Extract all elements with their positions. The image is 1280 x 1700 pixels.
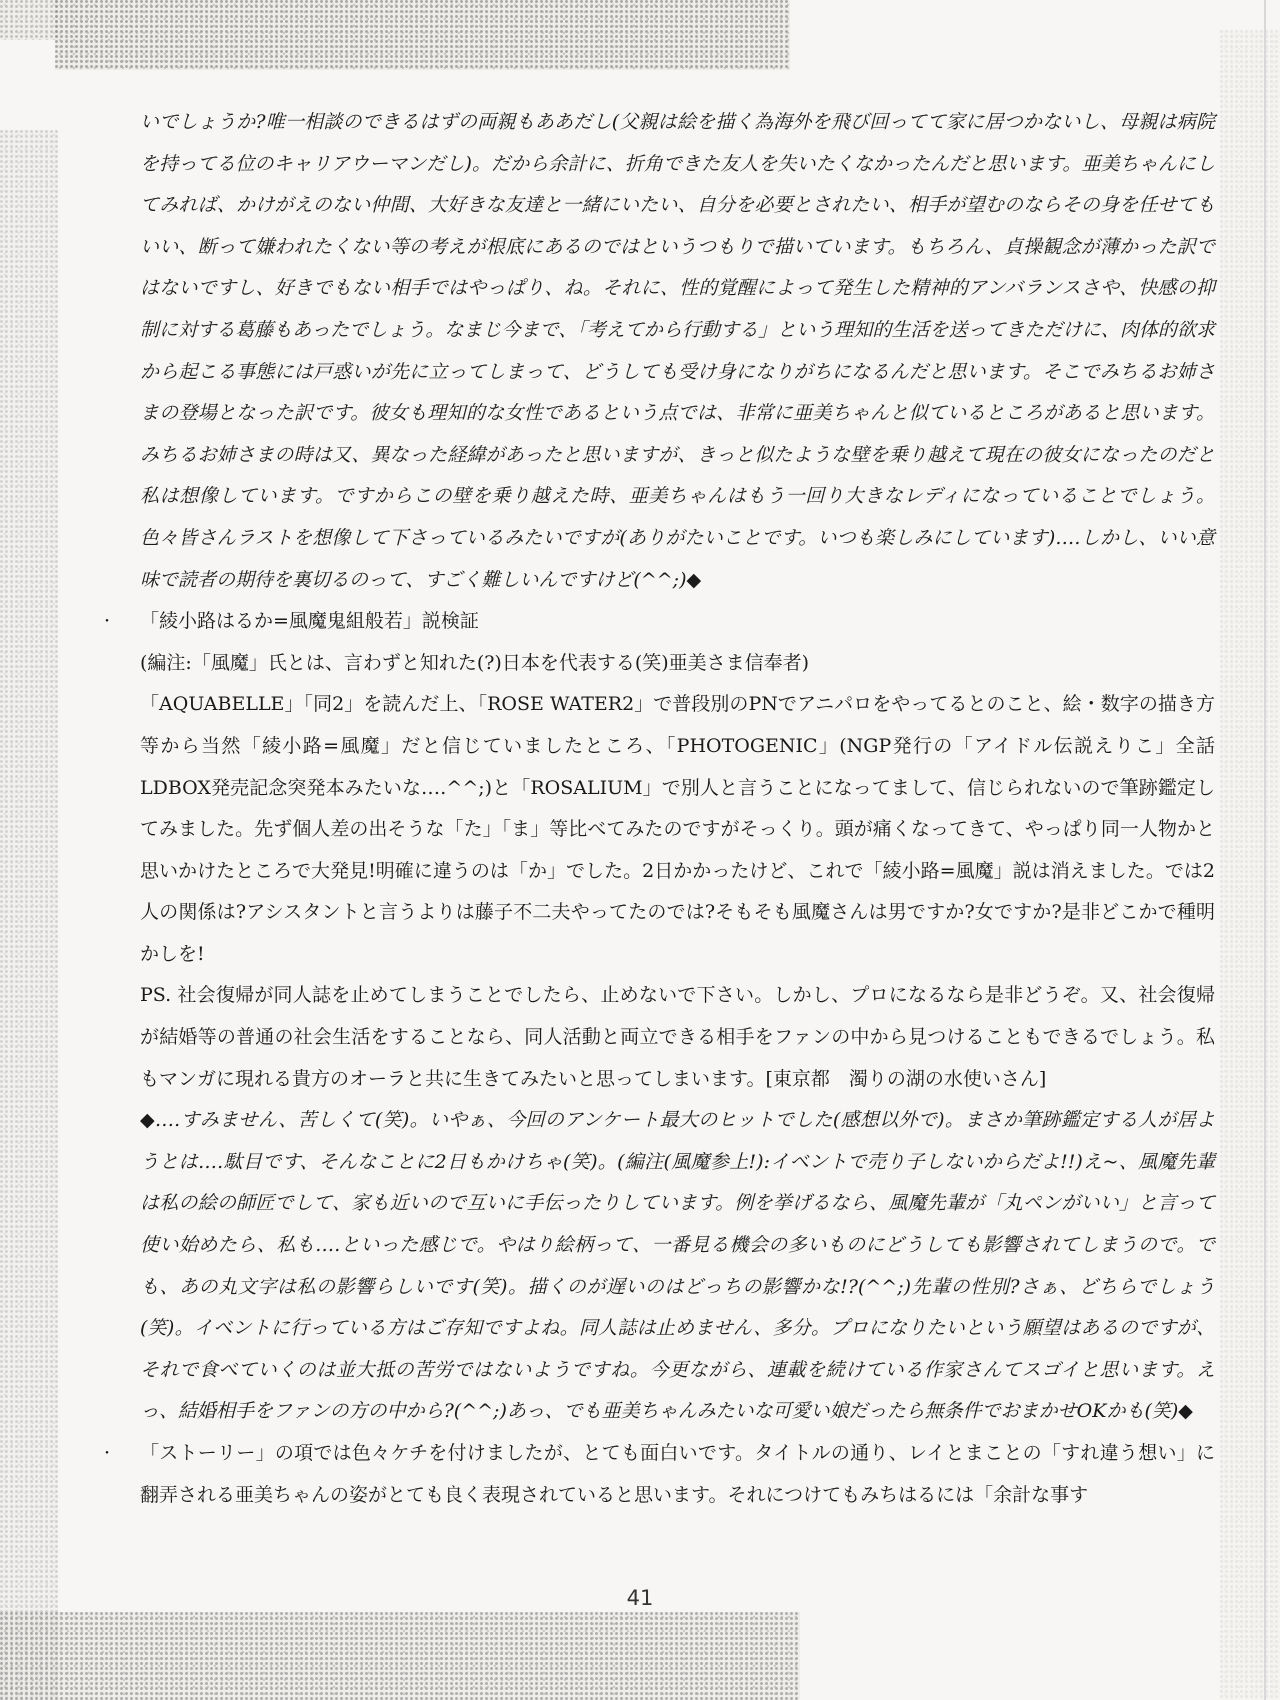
page-number: 41 [626,1586,654,1610]
letter-postscript: PS. 社会復帰が同人誌を止めてしまうことでしたら、止めないで下さい。しかし、プロになるなら是非どうぞ。又、社会復帰が結婚等の普通の社会生活をすることなら、同人活動と両立できる相手をファンの中から見つけることもできるでしょう。私もマンガに現れる貴方のオーラと共に生きてみたいと思ってしまいます。[東京都 濁りの湖の水使いさん] [140,984,1215,1090]
reader-letter-1 [100,601,1215,1100]
halftone-border-bottom [0,1612,800,1700]
bullet-marker: ・ [100,1446,114,1462]
reader-letter-2 [100,1433,1215,1516]
bullet-marker: ・ [100,614,114,631]
page-body [100,102,1215,1516]
halftone-border-top-left [0,0,60,40]
halftone-border-left [0,130,58,1700]
page-edge-line [1264,0,1266,1700]
halftone-border-right [1220,30,1280,1700]
letter-body-2: 「ストーリー」の項では色々ケチを付けましたが、とても面白いです。タイトルの通り、レイとまことの「すれ違う想い」に翻弄される亜美ちゃんの姿がとても良く表現されていると思います。それにつけてもみちはるには「余計な事す [140,1442,1215,1506]
letter-title: 「綾小路はるか=風魔鬼組般若」説検証 [140,610,479,633]
letter-body: 「AQUABELLE」「同2」を読んだ上、「ROSE WATER2」で普段別のPNでアニパロをやってるとのこと、絵・数字の描き方等から当然「綾小路=風魔」だと信じていましたところ、「PHOTOGENIC」(NGP発行の「アイドル伝説えりこ」全話LDBOX発売記念突発本みたいな‥‥^^;)と「ROSALIUM」で別人と言うことになってまして、信じられないので筆跡鑑定してみました。先ず個人差の出そうな「た」「ま」等比べてみたのですがそっくり。頭が痛くなってきて、やっぱり同一人物かと思いかけたところで大発見!明確に違うのは「か」でした。2日かかったけど、これで「綾小路=風魔」説は消えました。では2人の関係は?アシスタントと言うよりは藤子不二夫やってたのでは?そもそも風魔さんは男ですか?女ですか?是非どこかで種明かしを! [140,693,1215,965]
editor-note: (編注:「風魔」氏とは、言わずと知れた(?)日本を代表する(笑)亜美さま信奉者) [140,651,810,674]
paragraph-response-2: ◆‥‥すみません、苦しくて(笑)。いやぁ、今回のアンケート最大のヒットでした(感想以外で)。まさか筆跡鑑定する人が居ようとは‥‥駄目です、そんなことに2日もかけちゃ(笑)。(編注(風魔参上!):イベントで売り子しないからだよ!!)え~、風魔先輩は私の絵の師匠でして、家も近いので互いに手伝ったりしています。例を挙げるなら、風魔先輩が「丸ペンがいい」と言って使い始めたら、私も‥‥といった感じで。やはり絵柄って、一番見る機会の多いものにどうしても影響されてしまうので。でも、あの丸文字は私の影響らしいです(笑)。描くのが遅いのはどっちの影響かな!?(^^;)先輩の性別?さぁ、どちらでしょう(笑)。イベントに行っている方はご存知ですよね。同人誌は止めません、多分。プロになりたいという願望はあるのですが、それで食べていくのは並大抵の苦労ではないようですね。今更ながら、連載を続けている作家さんてスゴイと思います。えっ、結婚相手をファンの方の中から?(^^;)あっ、でも亜美ちゃんみたいな可愛い娘だったら無条件でおまかせOKかも(笑)◆ [140,1109,1215,1423]
halftone-border-top [55,0,790,70]
paragraph-response-1: いでしょうか?唯一相談のできるはずの両親もああだし(父親は絵を描く為海外を飛び回ってて家に居つかないし、母親は病院を持ってる位のキャリアウーマンだし)。だから余計に、折角できた友人を失いたくなかったんだと思います。亜美ちゃんにしてみれば、かけがえのない仲間、大好きな友達と一緒にいたい、自分を必要とされたい、相手が望むのならその身を任せてもいい、断って嫌われたくない等の考えが根底にあるのではというつもりで描いています。もちろん、貞操観念が薄かった訳ではないですし、好きでもない相手ではやっぱり、ね。それに、性的覚醒によって発生した精神的アンバランスさや、快感の抑制に対する葛藤もあったでしょう。なまじ今まで、「考えてから行動する」という理知的生活を送ってきただけに、肉体的欲求から起こる事態には戸惑いが先に立ってしまって、どうしても受け身になりがちになるんだと思います。そこでみちるお姉さまの登場となった訳です。彼女も理知的な女性であるという点では、非常に亜美ちゃんと似ているところがあると思います。みちるお姉さまの時は又、異なった経緯があったと思いますが、きっと似たような壁を乗り越えて現在の彼女になったのだと私は想像しています。ですからこの壁を乗り越えた時、亜美ちゃんはもう一回り大きなレディになっていることでしょう。色々皆さんラストを想像して下さっているみたいですが(ありがたいことです。いつも楽しみにしています)‥‥しかし、いい意味で読者の期待を裏切るのって、すごく難しいんですけど(^^;)◆ [140,111,1215,591]
